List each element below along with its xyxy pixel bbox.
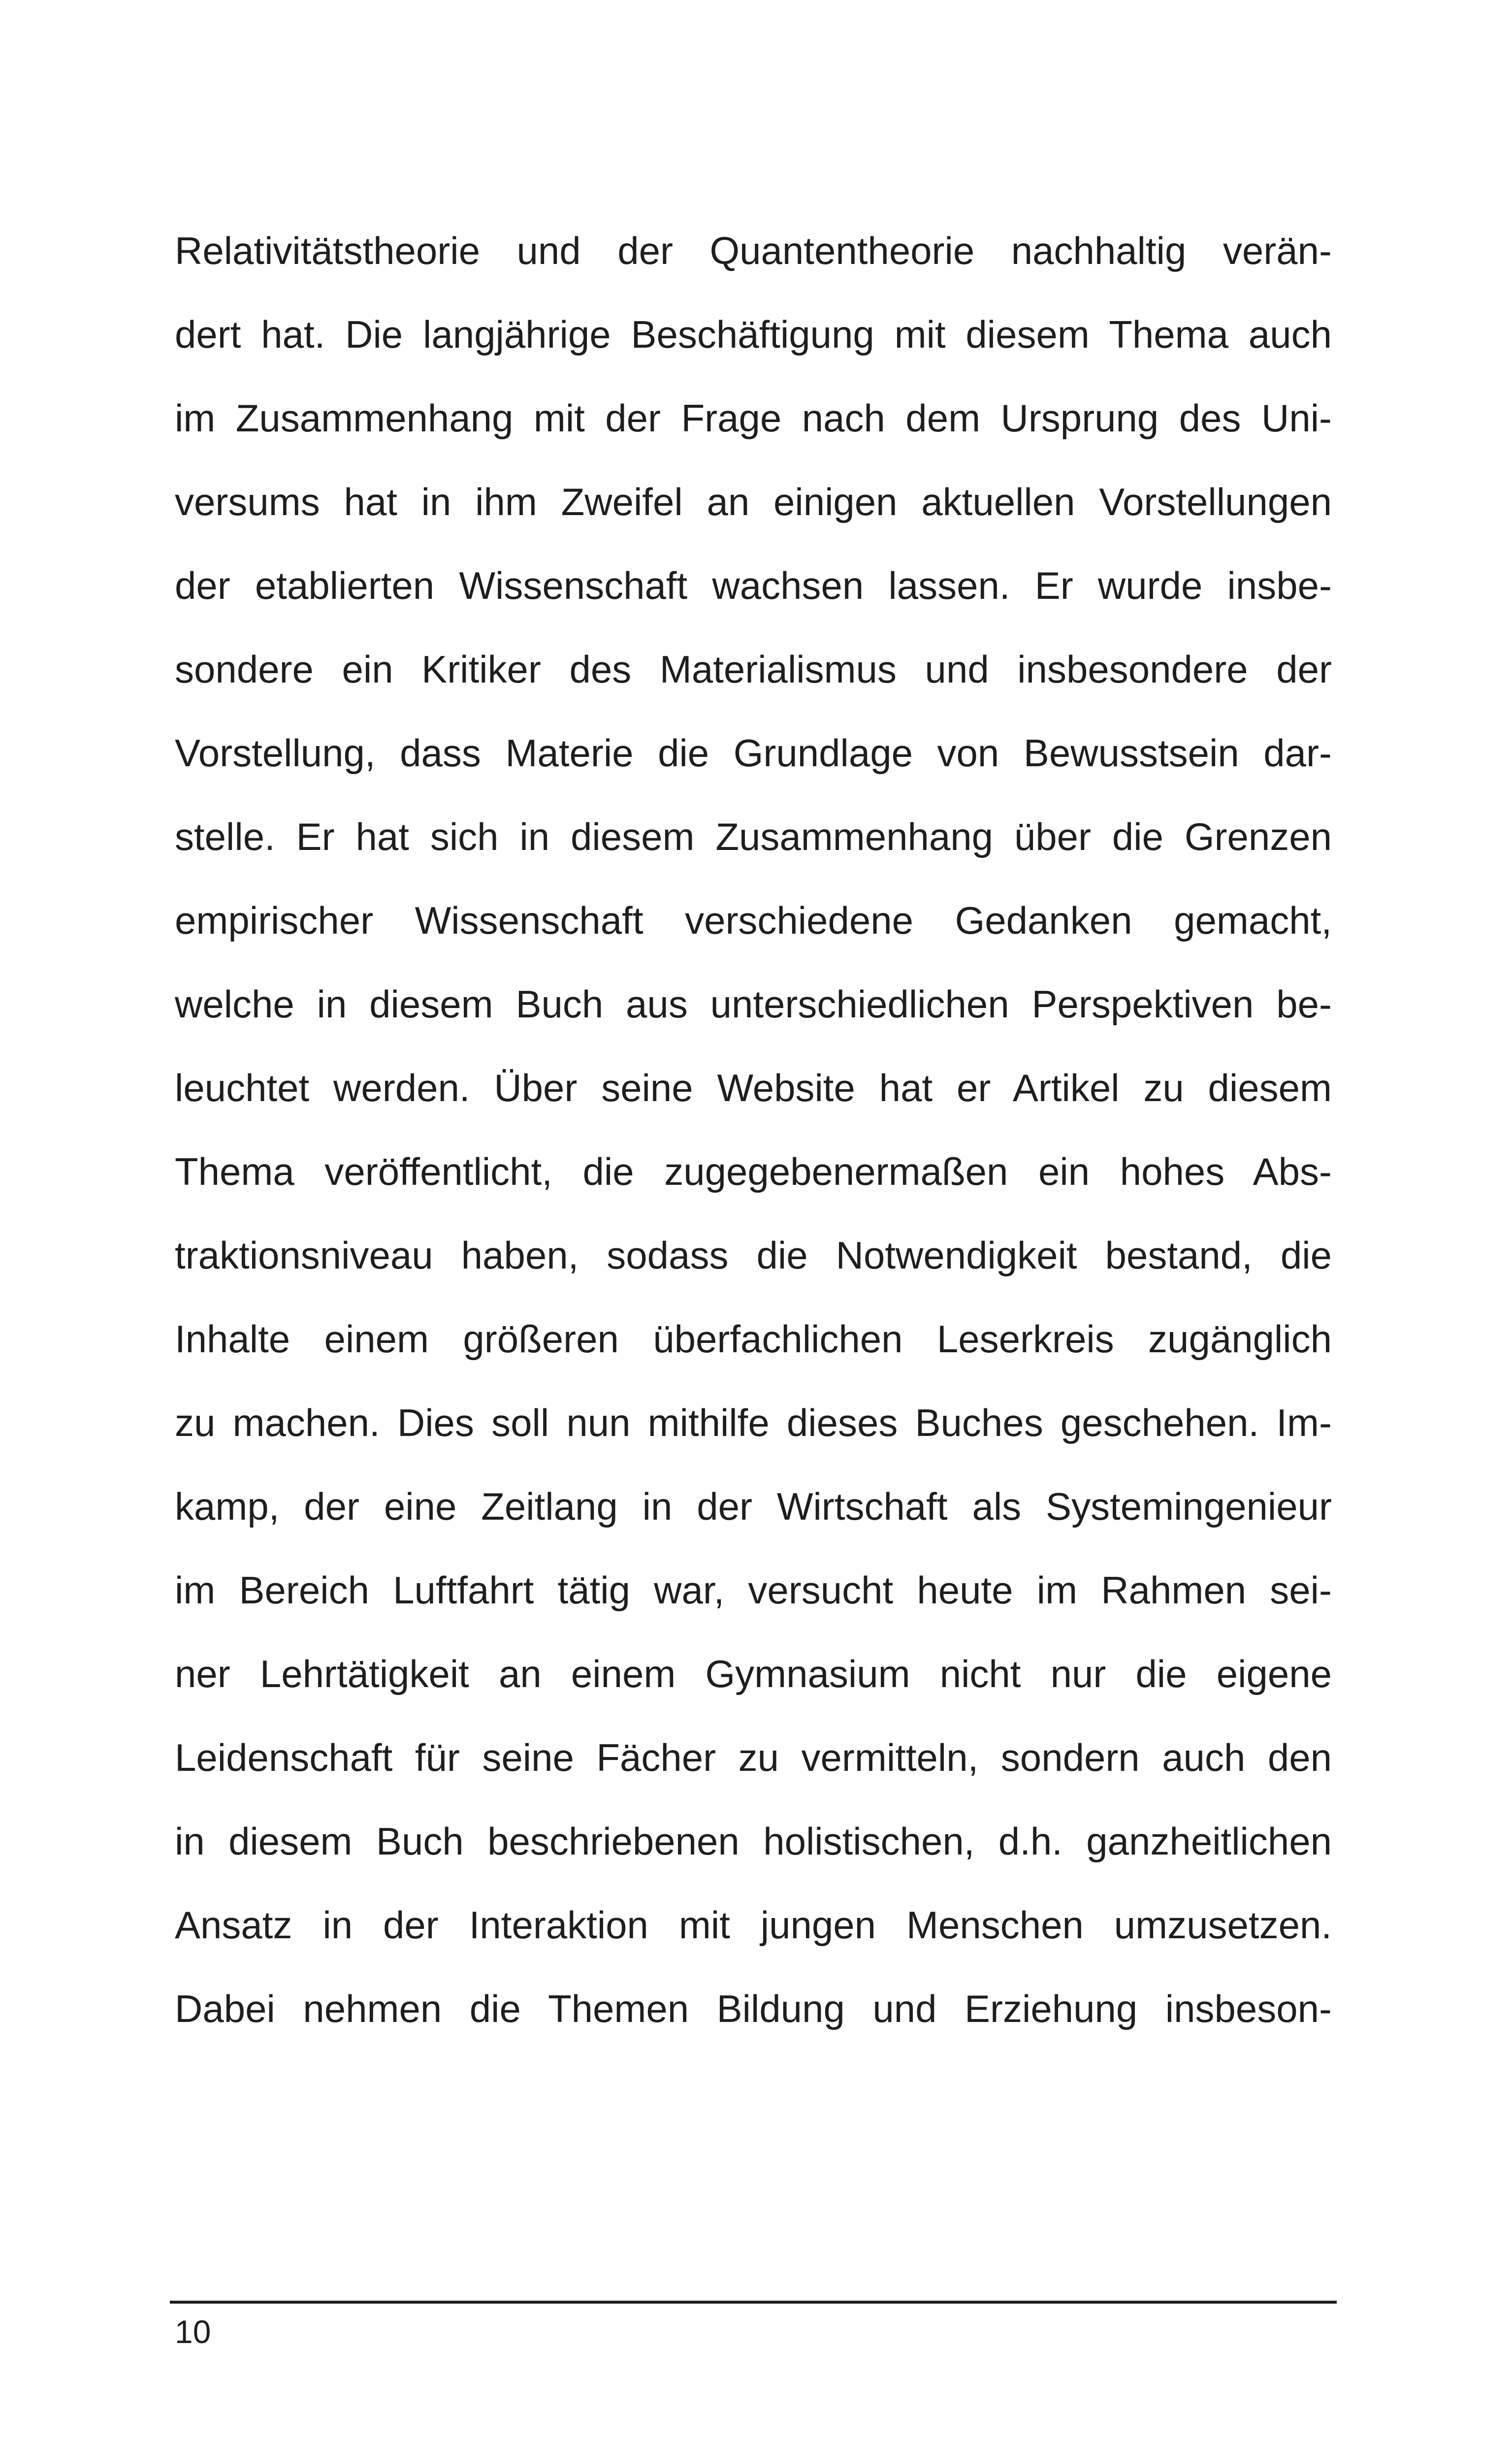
text-line: dert hat. Die langjährige Beschäftigung mit diesem Thema auch: [175, 313, 1332, 356]
text-line: Ansatz in der Interaktion mit jungen Menschen umzusetzen.: [175, 1903, 1332, 1947]
text-line: versums hat in ihm Zweifel an einigen aktuellen Vorstellungen: [175, 480, 1332, 523]
text-line: in diesem Buch beschriebenen holistischen, d.h. ganzheitlichen: [175, 1820, 1332, 1863]
text-line: ner Lehrtätigkeit an einem Gymnasium nicht nur die eigene: [175, 1652, 1332, 1695]
text-line: Thema veröffentlicht, die zugegebenermaßen ein hohes Abs-: [175, 1150, 1332, 1193]
text-line: Relativitätstheorie und der Quantentheorie nachhaltig verän-: [175, 229, 1332, 272]
text-line: leuchtet werden. Über seine Website hat er Artikel zu diesem: [175, 1066, 1332, 1109]
text-line: Inhalte einem größeren überfachlichen Leserkreis zugänglich: [175, 1317, 1332, 1361]
text-line: empirischer Wissenschaft verschiedene Gedanken gemacht,: [175, 899, 1332, 942]
text-line: zu machen. Dies soll nun mithilfe dieses Buches geschehen. Im-: [175, 1401, 1332, 1444]
text-line: im Bereich Luftfahrt tätig war, versucht heute im Rahmen sei-: [175, 1568, 1332, 1612]
text-line: stelle. Er hat sich in diesem Zusammenhang über die Grenzen: [175, 815, 1332, 858]
text-line: Vorstellung, dass Materie die Grundlage von Bewusstsein dar-: [175, 731, 1332, 775]
text-line: Leidenschaft für seine Fächer zu vermitteln, sondern auch den: [175, 1736, 1332, 1779]
footer-divider: [170, 2301, 1337, 2304]
text-line: Dabei nehmen die Themen Bildung und Erziehung insbeson-: [175, 1987, 1332, 2030]
text-line: im Zusammenhang mit der Frage nach dem Ursprung des Uni-: [175, 396, 1332, 440]
body-paragraph: [175, 224, 1332, 2066]
text-line: der etablierten Wissenschaft wachsen lassen. Er wurde insbe-: [175, 564, 1332, 607]
text-line: welche in diesem Buch aus unterschiedlichen Perspektiven be-: [175, 982, 1332, 1026]
text-line: kamp, der eine Zeitlang in der Wirtschaft als Systemingenieur: [175, 1485, 1332, 1528]
text-line: sondere ein Kritiker des Materialismus und insbesondere der: [175, 648, 1332, 691]
text-line: traktionsniveau haben, sodass die Notwendigkeit bestand, die: [175, 1234, 1332, 1277]
page-number: 10: [175, 2313, 211, 2350]
